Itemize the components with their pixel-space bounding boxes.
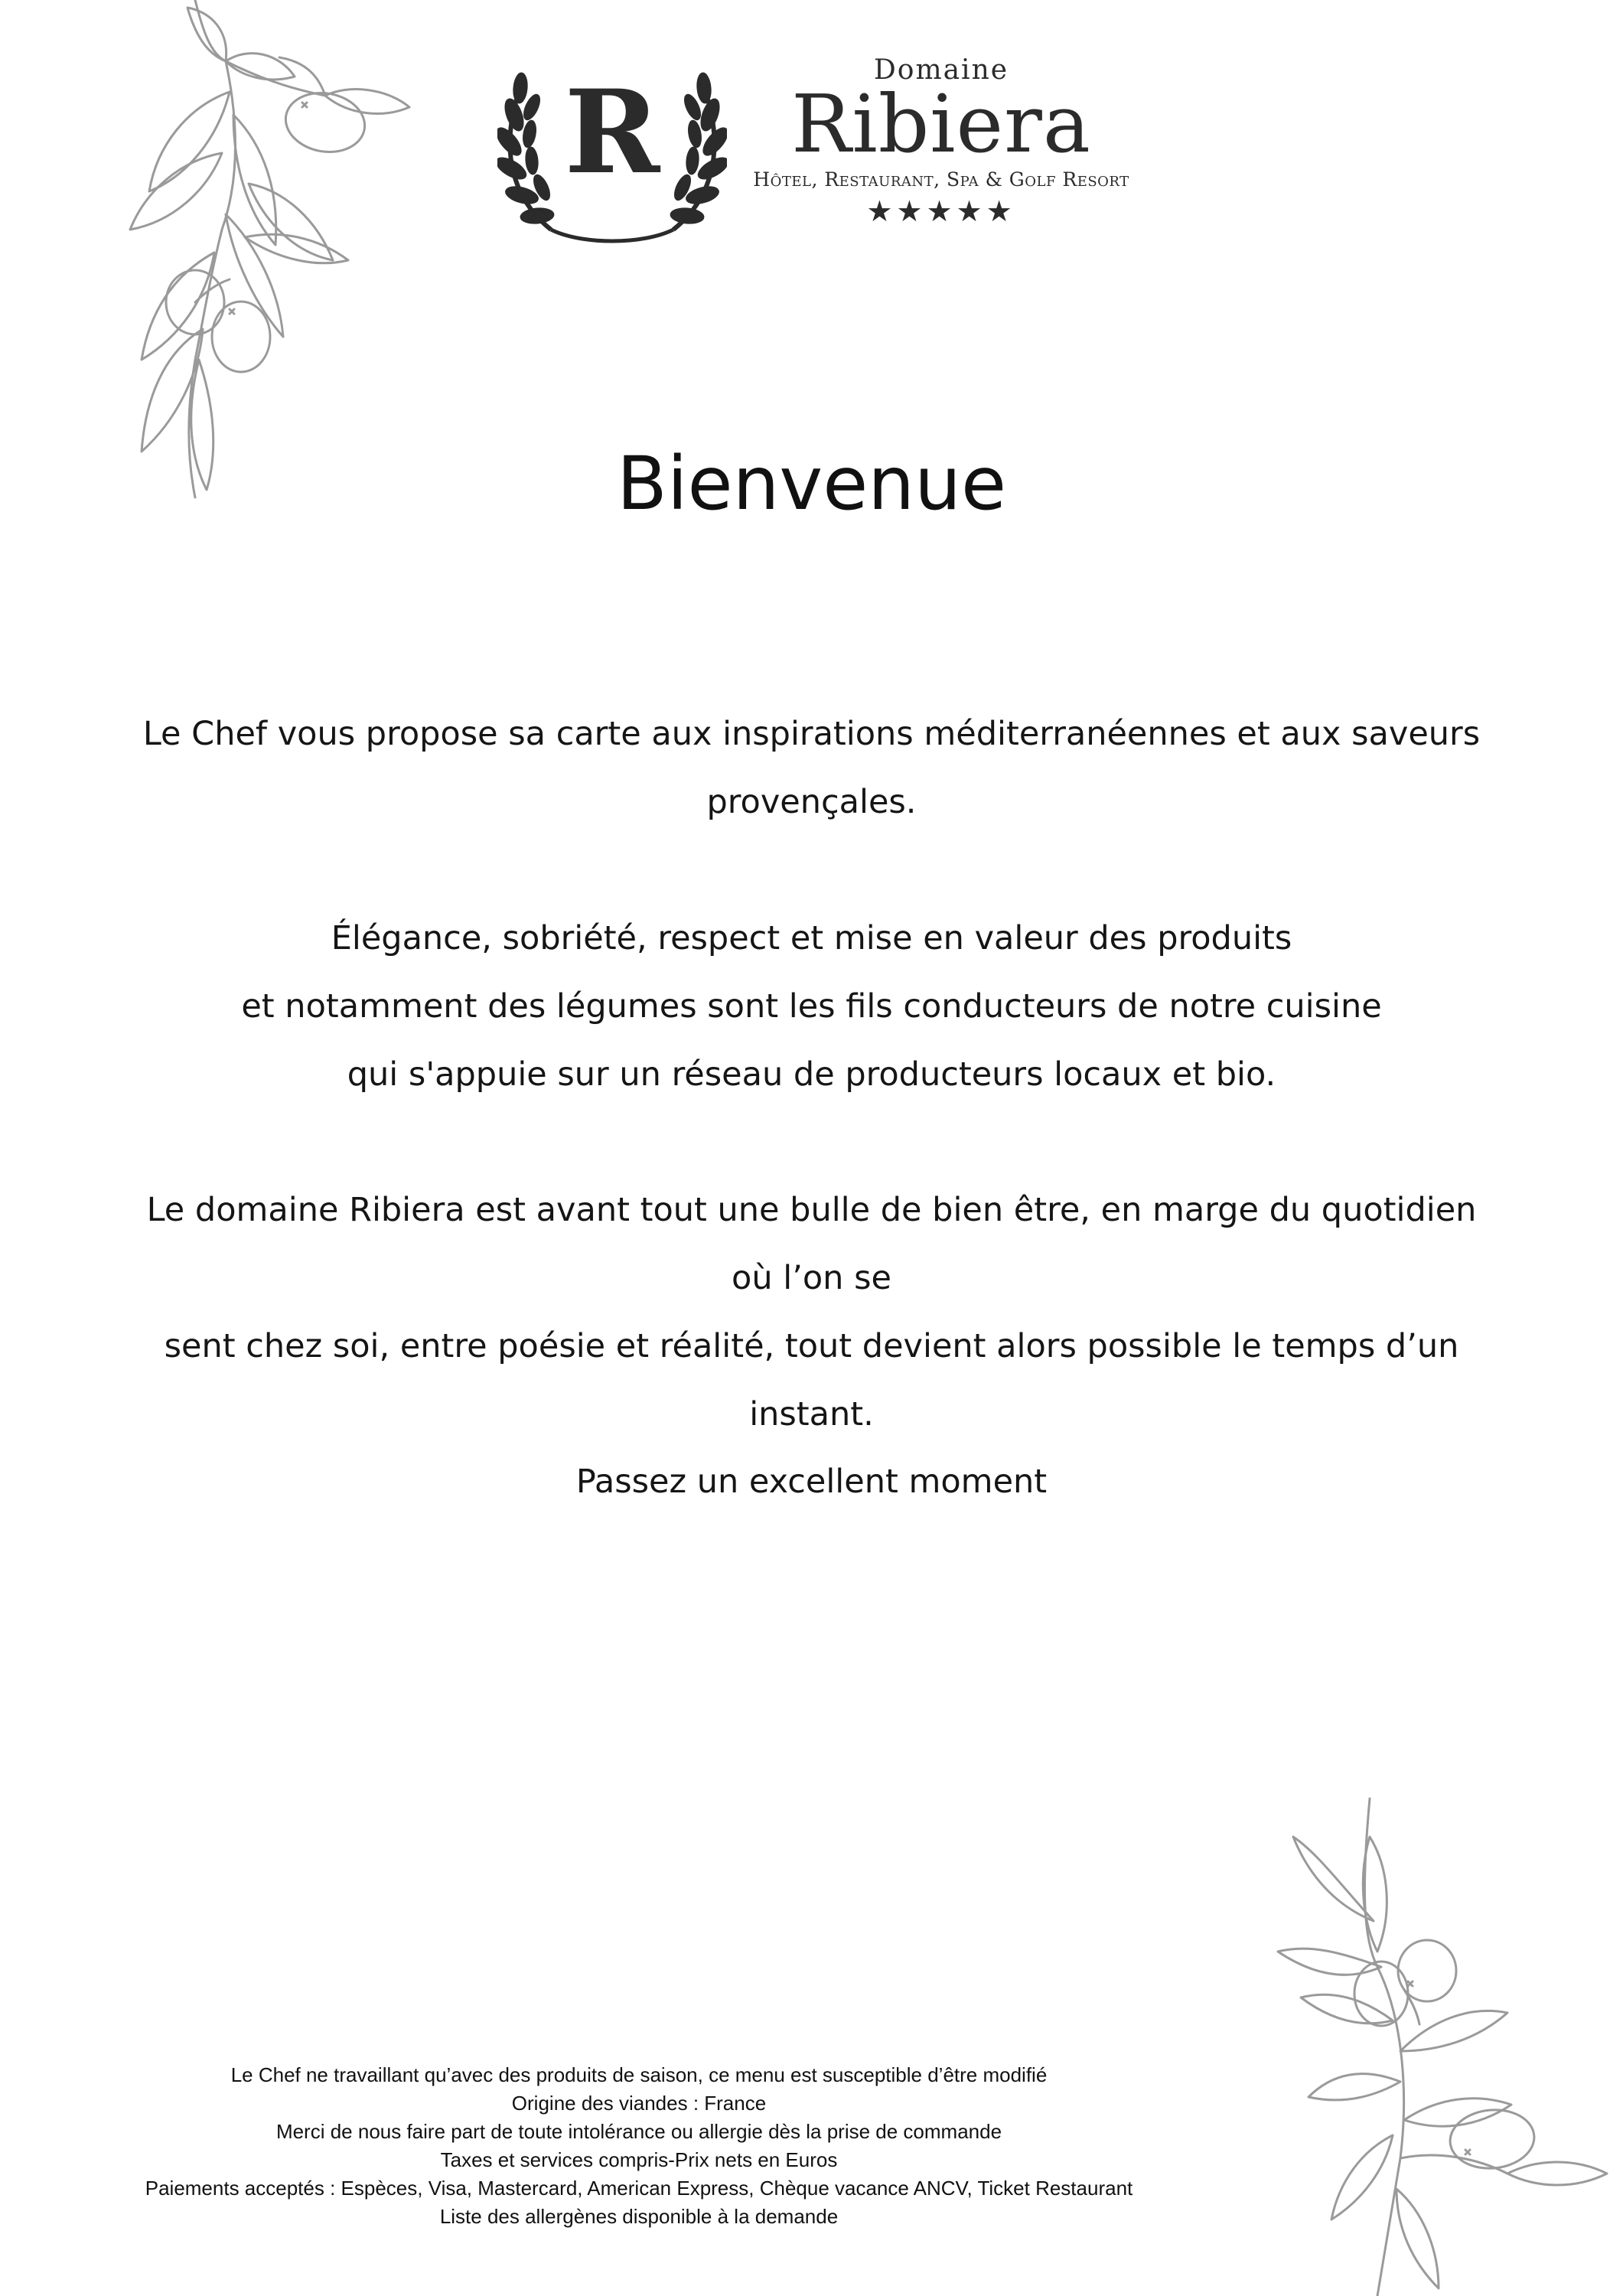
footer-line: Taxes et services compris-Prix nets en Euros — [440, 2148, 838, 2171]
footer-line: Le Chef ne travaillant qu’avec des produits de saison, ce menu est susceptible d’être modifié — [230, 2063, 1048, 2086]
logo-monogram: R — [564, 65, 660, 200]
footer-line: Merci de nous faire part de toute intolérance ou allergie dès la prise de commande — [275, 2120, 1002, 2143]
page-title: Bienvenue — [616, 441, 1007, 527]
intro-paragraph — [138, 700, 1485, 837]
logo-domaine-text: Domaine — [873, 54, 1009, 86]
philosophy-paragraph — [138, 905, 1485, 1109]
footer-line: Liste des allergènes disponible à la demande — [439, 2205, 839, 2228]
olive-branch-illustration — [73, 0, 432, 505]
paragraph-line: Le domaine Ribiera est avant tout une bulle de bien être, en marge du quotidien où l’on se — [146, 1191, 1477, 1297]
footer-line: Origine des viandes : France — [511, 2092, 767, 2115]
footer-line: Paiements acceptés : Espèces, Visa, Mastercard, American Express, Chèque vacance ANCV, Ticket Restaurant — [145, 2177, 1133, 2200]
domain-paragraph — [138, 1176, 1485, 1449]
paragraph-line: sent chez soi, entre poésie et réalité, tout devient alors possible le temps d’un instant. — [164, 1327, 1459, 1433]
footer-notes — [69, 2061, 1209, 2231]
logo-ribiera-text: Ribiera — [791, 77, 1091, 171]
olive-branch-illustration — [1247, 1791, 1622, 2296]
domaine-ribiera-logo — [497, 46, 1155, 253]
paragraph-line: Élégance, sobriété, respect et mise en valeur des produits — [331, 919, 1292, 957]
paragraph-line: Le Chef vous propose sa carte aux inspirations méditerranéennes et aux saveurs — [142, 715, 1481, 753]
star-rating-icon: ★★★★★ — [866, 194, 1016, 228]
paragraph-line: et notamment des légumes sont les fils conducteurs de notre cuisine — [241, 987, 1382, 1026]
paragraph-line: qui s'appuie sur un réseau de producteurs locaux et bio. — [347, 1055, 1276, 1094]
logo-tagline: Hôtel, Restaurant, Spa & Golf Resort — [753, 168, 1129, 191]
logo-wordmark — [727, 46, 1155, 226]
closing-line: Passez un excellent moment — [575, 1463, 1048, 1501]
paragraph-line: provençales. — [706, 783, 917, 821]
